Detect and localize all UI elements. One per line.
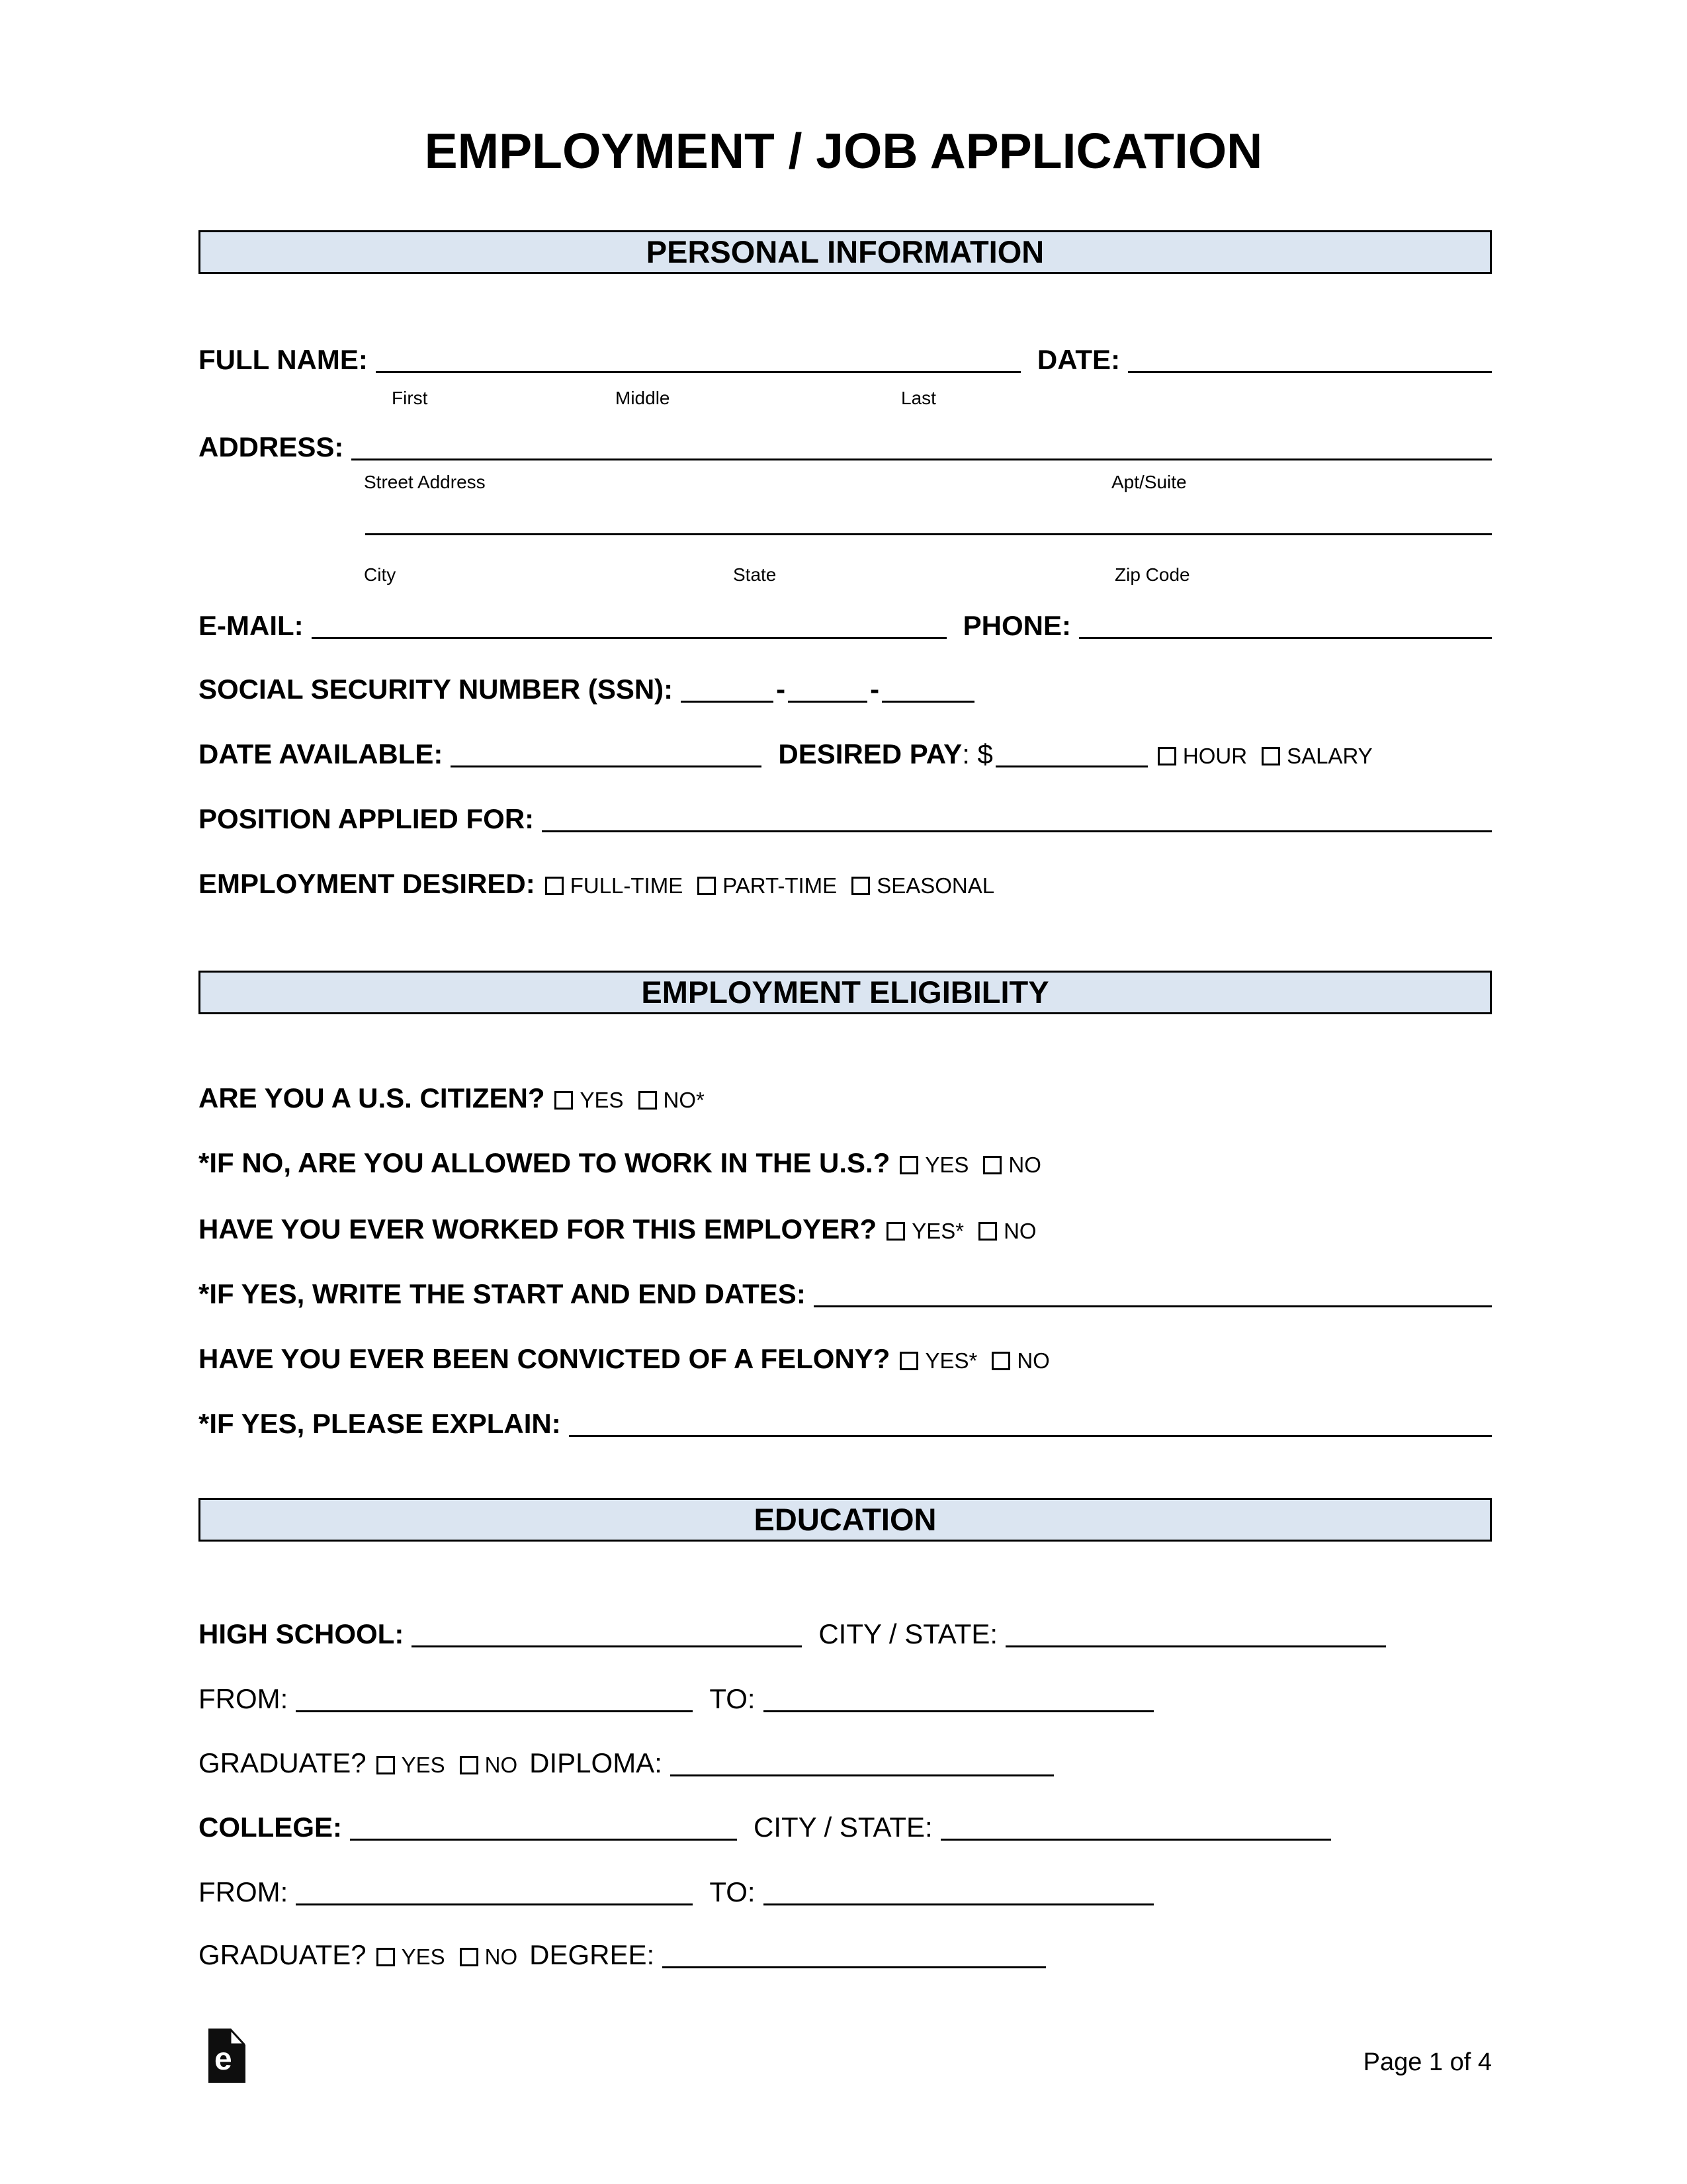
checkbox-felony-no[interactable] [992,1352,1010,1370]
checkbox-part-time[interactable] [697,877,716,895]
employment-desired-label: EMPLOYMENT DESIRED: [198,868,535,899]
worked-no-label: NO [1004,1219,1037,1243]
date-available-line[interactable] [451,765,761,767]
college-to-line[interactable] [763,1903,1154,1905]
street-address-sublabel: Street Address [364,472,486,492]
checkbox-worked-yes[interactable] [887,1222,905,1241]
date-label: DATE: [1037,344,1121,375]
ssn-line-2[interactable] [788,701,867,703]
checkbox-hour[interactable] [1158,747,1176,765]
college-row [198,1812,1492,1843]
full-name-line[interactable] [376,371,1021,373]
explain-row [198,1408,1492,1440]
felony-question-label: HAVE YOU EVER BEEN CONVICTED OF A FELONY? [198,1343,890,1374]
email-label: E-MAIL: [198,610,304,641]
full-time-option-label: FULL-TIME [570,873,683,898]
seasonal-option-label: SEASONAL [877,873,995,898]
address-label: ADDRESS: [198,431,344,462]
hs-to-line[interactable] [763,1710,1154,1712]
section-header-education: EDUCATION [198,1498,1492,1542]
checkbox-worked-no[interactable] [978,1222,997,1241]
date-line[interactable] [1128,371,1492,373]
eforms-logo-icon [208,2029,245,2083]
checkbox-allowed-yes[interactable] [900,1156,918,1174]
desired-pay-line[interactable] [996,765,1148,767]
hs-from-to-row [198,1683,1492,1715]
zip-code-sublabel: Zip Code [1115,564,1190,585]
high-school-row [198,1618,1492,1650]
explain-line[interactable] [569,1435,1492,1437]
ssn-line-3[interactable] [882,701,974,703]
date-available-row [198,738,1492,772]
apt-suite-sublabel: Apt/Suite [1111,472,1187,492]
ssn-row [198,674,1492,705]
checkbox-felony-yes[interactable] [900,1352,918,1370]
hs-graduate-no-label: NO [484,1753,518,1777]
checkbox-salary[interactable] [1262,747,1280,765]
part-time-option-label: PART-TIME [722,873,838,898]
diploma-label: DIPLOMA: [529,1747,662,1778]
worked-question-row [198,1213,1492,1247]
address-line-2[interactable] [365,533,1492,535]
hs-city-state-label: CITY / STATE: [818,1618,998,1649]
felony-question-row [198,1343,1492,1377]
checkbox-seasonal[interactable] [851,877,870,895]
email-line[interactable] [312,637,947,639]
hs-from-label: FROM: [198,1683,288,1714]
checkbox-citizen-no[interactable] [638,1091,657,1110]
eforms-logo-letter: e [214,2042,232,2077]
checkbox-college-graduate-no[interactable] [460,1948,478,1966]
college-from-label: FROM: [198,1876,288,1907]
middle-sublabel: Middle [615,388,670,408]
high-school-label: HIGH SCHOOL: [198,1618,404,1649]
hour-option-label: HOUR [1182,744,1248,768]
citizen-question-row [198,1082,1492,1116]
email-phone-row [198,610,1492,642]
start-end-dates-line[interactable] [814,1305,1492,1307]
checkbox-full-time[interactable] [545,877,564,895]
position-row [198,803,1492,835]
start-end-dates-label: *IF YES, WRITE THE START AND END DATES: [198,1278,806,1309]
college-line[interactable] [350,1839,737,1841]
position-applied-label: POSITION APPLIED FOR: [198,803,535,834]
address-sublabels-row-1 [198,471,1492,498]
high-school-line[interactable] [411,1645,802,1647]
hs-city-state-line[interactable] [1006,1645,1386,1647]
address-sublabels-row-2 [198,564,1492,590]
name-sublabels-row [198,387,1492,414]
hs-graduate-row [198,1747,1492,1781]
citizen-no-label: NO* [663,1088,705,1112]
phone-label: PHONE: [963,610,1071,641]
citizen-question-label: ARE YOU A U.S. CITIZEN? [198,1082,545,1114]
address-row-2 [198,529,1492,531]
college-from-line[interactable] [296,1903,693,1905]
degree-label: DEGREE: [529,1939,655,1970]
start-end-dates-row [198,1278,1492,1310]
college-graduate-row [198,1939,1492,1973]
checkbox-hs-graduate-no[interactable] [460,1756,478,1774]
last-sublabel: Last [901,388,936,408]
diploma-line[interactable] [670,1774,1054,1776]
hs-graduate-label: GRADUATE? [198,1747,367,1778]
address-row [198,431,1492,463]
checkbox-college-graduate-yes[interactable] [376,1948,395,1966]
worked-yes-label: YES* [912,1219,965,1243]
ssn-dash-2: - [870,674,880,705]
date-available-label: DATE AVAILABLE: [198,738,443,769]
salary-option-label: SALARY [1287,744,1373,768]
allowed-no-label: NO [1008,1153,1041,1177]
allowed-yes-label: YES [925,1153,969,1177]
hs-from-line[interactable] [296,1710,693,1712]
college-from-to-row [198,1876,1492,1908]
section-header-personal: PERSONAL INFORMATION [198,230,1492,274]
city-sublabel: City [364,564,396,585]
explain-label: *IF YES, PLEASE EXPLAIN: [198,1408,561,1439]
section-header-eligibility: EMPLOYMENT ELIGIBILITY [198,971,1492,1014]
hs-graduate-yes-label: YES [401,1753,445,1777]
ssn-line-1[interactable] [681,701,773,703]
college-graduate-yes-label: YES [401,1944,445,1969]
worked-question-label: HAVE YOU EVER WORKED FOR THIS EMPLOYER? [198,1213,877,1245]
degree-line[interactable] [662,1966,1046,1968]
employment-desired-row [198,868,1492,902]
felony-no-label: NO [1017,1348,1050,1373]
college-to-label: TO: [709,1876,756,1907]
citizen-yes-label: YES [580,1088,624,1112]
allowed-question-label: *IF NO, ARE YOU ALLOWED TO WORK IN THE U.S.? [198,1147,890,1178]
state-sublabel: State [733,564,777,585]
first-sublabel: First [392,388,428,408]
phone-line[interactable] [1079,637,1492,639]
college-city-state-line[interactable] [941,1839,1331,1841]
college-graduate-no-label: NO [484,1944,518,1969]
hs-to-label: TO: [709,1683,756,1714]
full-name-row [198,344,1492,376]
desired-pay-label: DESIRED PAY [778,738,963,769]
college-graduate-label: GRADUATE? [198,1939,367,1970]
full-name-label: FULL NAME: [198,344,368,375]
college-city-state-label: CITY / STATE: [754,1812,933,1843]
ssn-label: SOCIAL SECURITY NUMBER (SSN): [198,674,673,705]
desired-pay-suffix: : $ [962,738,993,769]
page-number-label: Page 1 of 4 [1363,2048,1492,2076]
ssn-dash-1: - [776,674,786,705]
page-title: EMPLOYMENT / JOB APPLICATION [424,123,1263,179]
felony-yes-label: YES* [925,1348,978,1373]
checkbox-allowed-no[interactable] [983,1156,1002,1174]
checkbox-hs-graduate-yes[interactable] [376,1756,395,1774]
allowed-question-row [198,1147,1492,1181]
address-line-1[interactable] [351,459,1492,460]
college-label: COLLEGE: [198,1812,342,1843]
checkbox-citizen-yes[interactable] [554,1091,573,1110]
position-applied-line[interactable] [542,830,1492,832]
